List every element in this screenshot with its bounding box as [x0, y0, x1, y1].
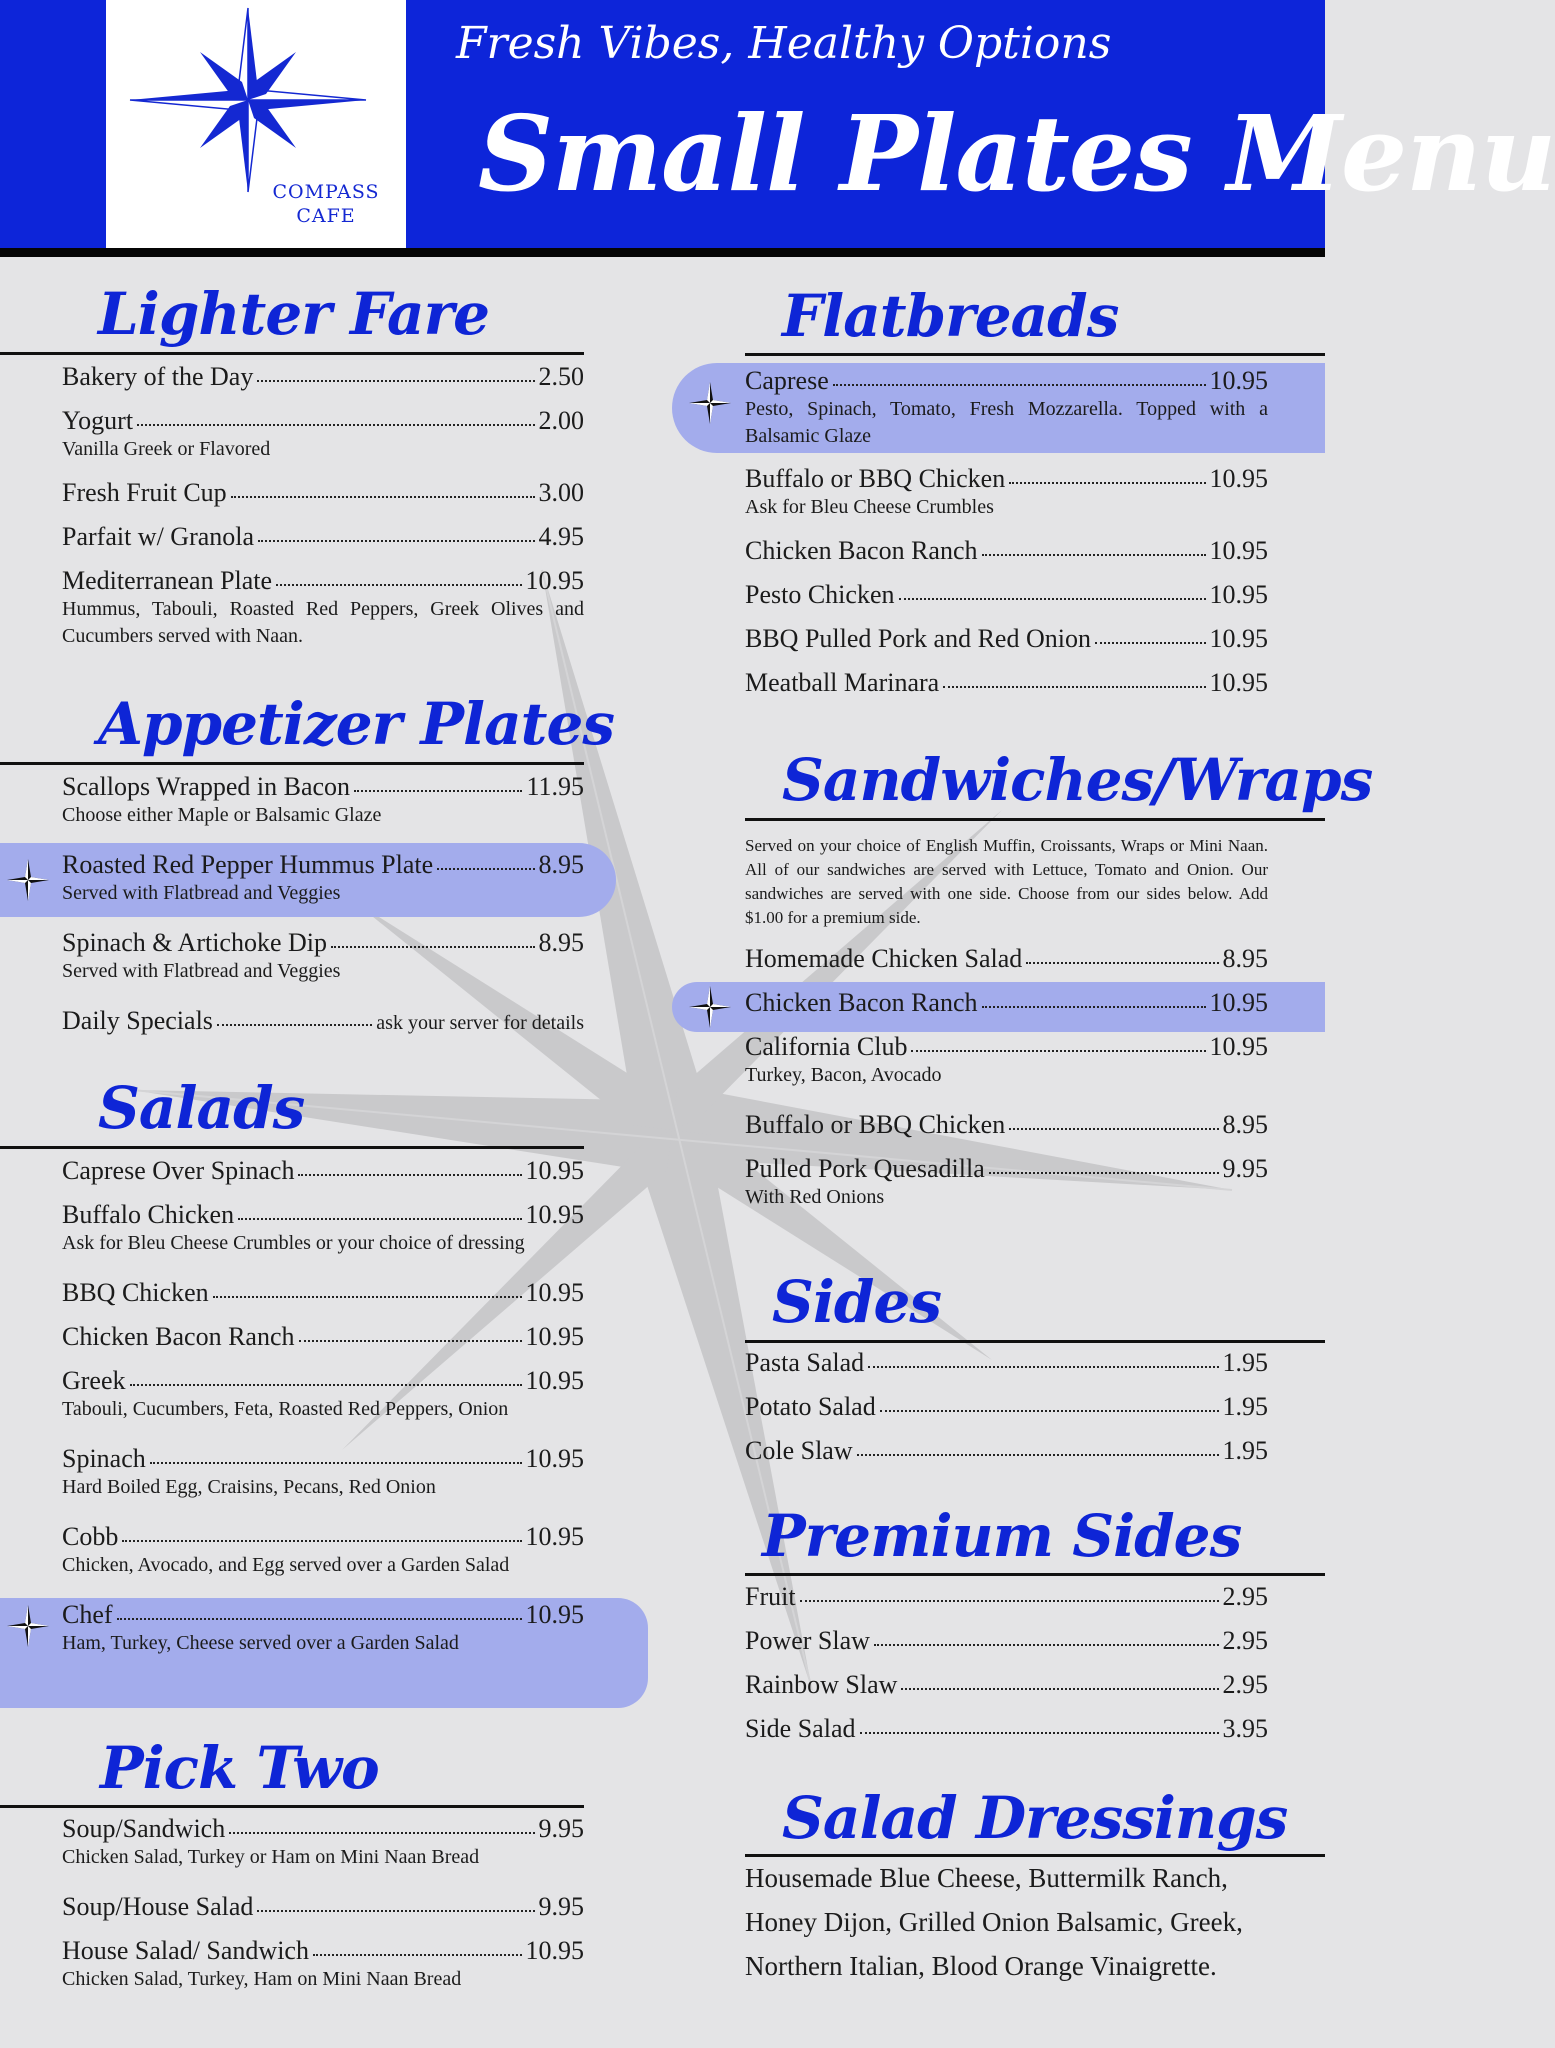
item-name: Mediterranean Plate — [62, 566, 273, 595]
tagline: Fresh Vibes, Healthy Options — [456, 18, 1112, 69]
menu-item — [745, 1110, 1268, 1140]
item-description: Served with Flatbread and Veggies — [62, 882, 341, 904]
featured-star-icon — [688, 985, 732, 1029]
item-price: ask your server for details — [376, 1012, 584, 1034]
logo-line-1: COMPASS — [272, 181, 380, 203]
pick-two-section — [100, 1734, 379, 1802]
menu-item-featured — [745, 988, 1268, 1018]
featured-star-icon — [6, 1604, 50, 1648]
item-name: Bakery of the Day — [62, 362, 254, 391]
item-price: 10.95 — [1209, 366, 1268, 395]
item-price: 9.95 — [538, 1892, 584, 1921]
menu-item — [745, 1714, 1268, 1744]
section-rule — [745, 1573, 1325, 1576]
item-name: Pesto Chicken — [745, 580, 895, 609]
item-name: Parfait w/ Granola — [62, 522, 255, 551]
item-name: Buffalo or BBQ Chicken — [745, 1110, 1006, 1139]
item-name: Roasted Red Pepper Hummus Plate — [62, 850, 434, 879]
item-price: 2.95 — [1222, 1670, 1268, 1699]
dressings-title: Salad Dressings — [782, 1784, 1288, 1852]
item-price: 3.00 — [538, 478, 584, 507]
menu-item — [745, 1670, 1268, 1700]
item-price: 10.95 — [1209, 536, 1268, 565]
sandwiches-section — [782, 746, 1372, 814]
appetizer-title: Appetizer Plates — [98, 690, 614, 758]
item-price: 10.95 — [525, 1278, 584, 1307]
item-price: 10.95 — [525, 1522, 584, 1551]
menu-item — [745, 464, 1268, 521]
item-description: Vanilla Greek or Flavored — [62, 438, 271, 460]
item-price: 4.95 — [538, 522, 584, 551]
pick-two-title: Pick Two — [100, 1734, 379, 1802]
item-description: Served with Flatbread and Veggies — [62, 960, 341, 982]
item-name: Caprese Over Spinach — [62, 1156, 295, 1185]
section-rule — [0, 1805, 584, 1808]
dressings-line: Northern Italian, Blood Orange Vinaigrette. — [745, 1951, 1217, 1981]
flatbreads-section — [782, 282, 1118, 350]
menu-item — [62, 406, 584, 463]
sides-section — [772, 1268, 941, 1336]
salads-section — [98, 1074, 304, 1142]
item-description: Hummus, Tabouli, Roasted Red Peppers, Greek Olives and Cucumbers served with Naan. — [62, 598, 584, 647]
logo-text — [256, 180, 396, 228]
item-description: Pesto, Spinach, Tomato, Fresh Mozzarella. Topped with a Balsamic Glaze — [745, 398, 1268, 447]
item-name: California Club — [745, 1032, 908, 1061]
menu-item — [62, 1006, 584, 1036]
item-name: Buffalo Chicken — [62, 1200, 235, 1229]
item-price: 2.95 — [1222, 1582, 1268, 1611]
item-price: 10.95 — [1209, 668, 1268, 697]
premium-sides-section — [762, 1502, 1241, 1570]
item-price: 1.95 — [1222, 1348, 1268, 1377]
item-price: 10.95 — [525, 1600, 584, 1629]
menu-item — [745, 580, 1268, 610]
menu-item — [62, 1200, 584, 1257]
item-price: 1.95 — [1222, 1392, 1268, 1421]
item-name: Chicken Bacon Ranch — [745, 536, 978, 565]
item-description: Chicken Salad, Turkey or Ham on Mini Naan Bread — [62, 1846, 480, 1868]
item-name: Potato Salad — [745, 1392, 876, 1421]
menu-item — [62, 1814, 584, 1871]
menu-item — [62, 928, 584, 985]
menu-item-featured — [745, 366, 1268, 450]
item-price: 10.95 — [1209, 580, 1268, 609]
item-name: Greek — [62, 1366, 126, 1395]
item-name: Fresh Fruit Cup — [62, 478, 227, 507]
menu-item — [62, 772, 584, 829]
menu-item — [62, 1322, 584, 1352]
page-title: Small Plates Menu — [478, 92, 1555, 215]
dressings-section — [782, 1784, 1287, 1852]
menu-item-featured — [62, 850, 584, 907]
menu-item — [745, 1626, 1268, 1656]
item-name: Pasta Salad — [745, 1348, 865, 1377]
menu-item — [62, 1366, 584, 1423]
flatbreads-title: Flatbreads — [782, 282, 1119, 350]
menu-item — [745, 1582, 1268, 1612]
item-name: BBQ Chicken — [62, 1278, 209, 1307]
item-price: 9.95 — [538, 1814, 584, 1843]
item-name: Cobb — [62, 1522, 119, 1551]
lighter-fare-section — [98, 280, 489, 348]
menu-item — [745, 1154, 1268, 1211]
item-price: 8.95 — [538, 850, 584, 879]
item-price: 10.95 — [525, 566, 584, 595]
item-price: 2.50 — [538, 362, 584, 391]
menu-item — [62, 1892, 584, 1922]
item-price: 10.95 — [525, 1936, 584, 1965]
header-divider — [0, 248, 1325, 257]
premium-sides-title: Premium Sides — [762, 1502, 1242, 1570]
item-name: Scallops Wrapped in Bacon — [62, 772, 351, 801]
featured-star-icon — [6, 858, 50, 902]
section-rule — [745, 1340, 1325, 1343]
menu-item — [745, 624, 1268, 654]
section-rule — [0, 762, 584, 765]
item-name: Homemade Chicken Salad — [745, 944, 1023, 973]
item-name: Chef — [62, 1600, 113, 1629]
item-name: Chicken Bacon Ranch — [62, 1322, 295, 1351]
item-name: BBQ Pulled Pork and Red Onion — [745, 624, 1091, 653]
item-name: Side Salad — [745, 1714, 856, 1743]
item-description: Turkey, Bacon, Avocado — [745, 1064, 942, 1086]
menu-item — [62, 1156, 584, 1186]
item-description: Chicken Salad, Turkey, Ham on Mini Naan Bread — [62, 1968, 462, 1990]
item-name: Yogurt — [62, 406, 134, 435]
item-name: Daily Specials — [62, 1006, 213, 1035]
item-name: Chicken Bacon Ranch — [745, 988, 978, 1017]
item-price: 10.95 — [1209, 988, 1268, 1017]
menu-item — [62, 1936, 584, 1993]
item-price: 11.95 — [526, 772, 584, 801]
item-price: 1.95 — [1222, 1436, 1268, 1465]
item-name: Soup/House Salad — [62, 1892, 254, 1921]
item-price: 8.95 — [1222, 1110, 1268, 1139]
menu-item — [62, 566, 584, 650]
item-price: 10.95 — [525, 1366, 584, 1395]
menu-item — [745, 1032, 1268, 1089]
item-description: Hard Boiled Egg, Craisins, Pecans, Red Onion — [62, 1476, 436, 1498]
item-description: With Red Onions — [745, 1186, 885, 1208]
item-name: Cole Slaw — [745, 1436, 853, 1465]
item-name: Soup/Sandwich — [62, 1814, 226, 1843]
item-price: 10.95 — [525, 1200, 584, 1229]
section-rule — [745, 818, 1325, 821]
section-rule — [745, 353, 1325, 356]
menu-item — [745, 1348, 1268, 1378]
sandwiches-title: Sandwiches/Wraps — [782, 746, 1373, 814]
menu-item — [745, 536, 1268, 566]
item-price: 10.95 — [1209, 624, 1268, 653]
sandwiches-intro: Served on your choice of English Muffin, Croissants, Wraps or Mini Naan. All of our sandwiches are served with Lettuce, Tomato and Onion. Our sandwiches are served with one side. Choose from our sides below. Add $1.00 for a premium side. — [745, 836, 1268, 927]
menu-item — [62, 522, 584, 552]
menu-item-featured — [62, 1600, 584, 1657]
item-name: Rainbow Slaw — [745, 1670, 898, 1699]
item-description: Chicken, Avocado, and Egg served over a Garden Salad — [62, 1554, 510, 1576]
dressings-line: Honey Dijon, Grilled Onion Balsamic, Greek, — [745, 1907, 1243, 1937]
menu-item — [745, 668, 1268, 698]
item-price: 2.00 — [538, 406, 584, 435]
dressings-line: Housemade Blue Cheese, Buttermilk Ranch, — [745, 1863, 1228, 1893]
item-price: 8.95 — [538, 928, 584, 957]
item-name: Spinach & Artichoke Dip — [62, 928, 328, 957]
menu-item — [62, 1444, 584, 1501]
sides-title: Sides — [772, 1268, 942, 1336]
item-price: 8.95 — [1222, 944, 1268, 973]
featured-star-icon — [688, 381, 732, 425]
item-description: Ask for Bleu Cheese Crumbles — [745, 496, 994, 518]
item-price: 2.95 — [1222, 1626, 1268, 1655]
item-name: House Salad/ Sandwich — [62, 1936, 309, 1965]
item-name: Spinach — [62, 1444, 146, 1473]
menu-item — [62, 1278, 584, 1308]
item-description: Tabouli, Cucumbers, Feta, Roasted Red Peppers, Onion — [62, 1398, 509, 1420]
item-price: 10.95 — [525, 1156, 584, 1185]
item-description: Ham, Turkey, Cheese served over a Garden Salad — [62, 1632, 459, 1654]
section-rule — [0, 352, 584, 355]
section-rule — [0, 1146, 584, 1149]
item-name: Power Slaw — [745, 1626, 870, 1655]
menu-item — [745, 944, 1268, 974]
lighter-fare-title: Lighter Fare — [98, 280, 490, 348]
logo-line-2: CAFE — [296, 205, 356, 227]
menu-item — [745, 1436, 1268, 1466]
item-name: Caprese — [745, 366, 829, 395]
item-price: 3.95 — [1222, 1714, 1268, 1743]
menu-item — [62, 1522, 584, 1579]
salads-title: Salads — [98, 1074, 305, 1142]
menu-item — [62, 362, 584, 392]
item-price: 10.95 — [525, 1322, 584, 1351]
appetizer-section — [98, 690, 614, 758]
item-name: Meatball Marinara — [745, 668, 940, 697]
item-name: Pulled Pork Quesadilla — [745, 1154, 985, 1183]
menu-item — [745, 1392, 1268, 1422]
item-description: Choose either Maple or Balsamic Glaze — [62, 804, 382, 826]
item-description: Ask for Bleu Cheese Crumbles or your choice of dressing — [62, 1232, 525, 1254]
dressings-list — [745, 1856, 1305, 1988]
item-name: Fruit — [745, 1582, 796, 1611]
item-name: Buffalo or BBQ Chicken — [745, 464, 1006, 493]
item-price: 10.95 — [525, 1444, 584, 1473]
item-price: 9.95 — [1222, 1154, 1268, 1183]
item-price: 10.95 — [1209, 464, 1268, 493]
compass-cafe-logo — [106, 0, 406, 248]
item-price: 10.95 — [1209, 1032, 1268, 1061]
menu-item — [62, 478, 584, 508]
